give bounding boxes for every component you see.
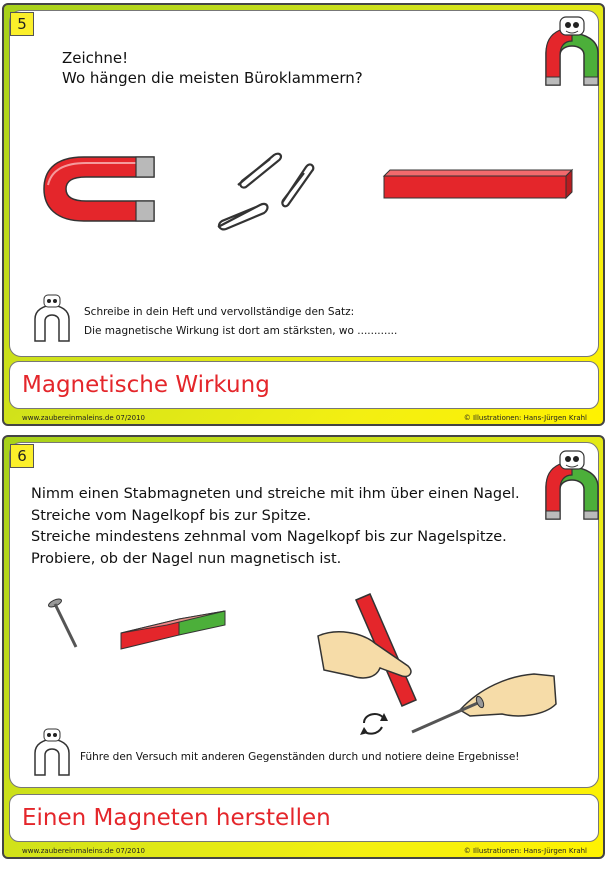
card2-note: Führe den Versuch mit anderen Gegenständen durch und notiere deine Ergebnisse! xyxy=(80,751,520,763)
card1-note xyxy=(84,303,397,341)
card1-title-panel xyxy=(9,361,599,409)
instruction-line: Nimm einen Stabmagneten und streiche mit ihm über einen Nagel. xyxy=(31,486,520,502)
bar-magnet-icon xyxy=(119,611,229,649)
card2-title-panel xyxy=(9,794,599,842)
small-magnet-mascot-icon xyxy=(32,293,72,345)
horseshoe-magnet-mascot-icon xyxy=(542,13,602,89)
card2-instruction xyxy=(31,484,520,570)
instruction-line: Streiche mindestens zehnmal vom Nagelkopf bis zur Nagelspitze. xyxy=(31,529,507,545)
paperclip-icon xyxy=(214,201,270,231)
card1-footer-left: www.zaubereinmaleins.de 07/2010 xyxy=(22,414,145,422)
card1-footer-right: © Illustrationen: Hans-Jürgen Krahl xyxy=(463,414,587,422)
horseshoe-magnet-icon xyxy=(42,153,162,225)
instruction-line: Zeichne! xyxy=(62,49,129,67)
hands-stroking-nail-icon xyxy=(312,592,562,742)
paperclip-icon xyxy=(232,149,284,189)
card2-number-badge: 6 xyxy=(10,444,34,468)
card2-title: Einen Magneten herstellen xyxy=(22,805,331,831)
instruction-line: Probiere, ob der Nagel nun magnetisch ist. xyxy=(31,550,342,567)
card1-title: Magnetische Wirkung xyxy=(22,372,270,398)
small-magnet-mascot-icon xyxy=(32,727,72,779)
rotate-arrow-icon xyxy=(356,705,390,739)
card1-number-badge: 5 xyxy=(10,12,34,36)
note-line: Die magnetische Wirkung ist dort am stärksten, wo ............ xyxy=(84,325,398,337)
nail-icon xyxy=(46,597,80,649)
card-einen-magneten-herstellen xyxy=(2,435,605,859)
card2-footer-right: © Illustrationen: Hans-Jürgen Krahl xyxy=(463,847,587,855)
note-line: Schreibe in dein Heft und vervollständige den Satz: xyxy=(84,306,355,318)
card-magnetische-wirkung xyxy=(2,3,605,426)
bar-magnet-icon xyxy=(382,170,574,200)
card1-instruction xyxy=(62,48,363,88)
instruction-line: Streiche vom Nagelkopf bis zur Spitze. xyxy=(31,507,311,524)
paperclip-icon xyxy=(278,161,314,207)
card2-footer-left: www.zaubereinmaleins.de 07/2010 xyxy=(22,847,145,855)
horseshoe-magnet-mascot-icon xyxy=(542,447,602,523)
instruction-line: Wo hängen die meisten Büroklammern? xyxy=(62,69,363,87)
